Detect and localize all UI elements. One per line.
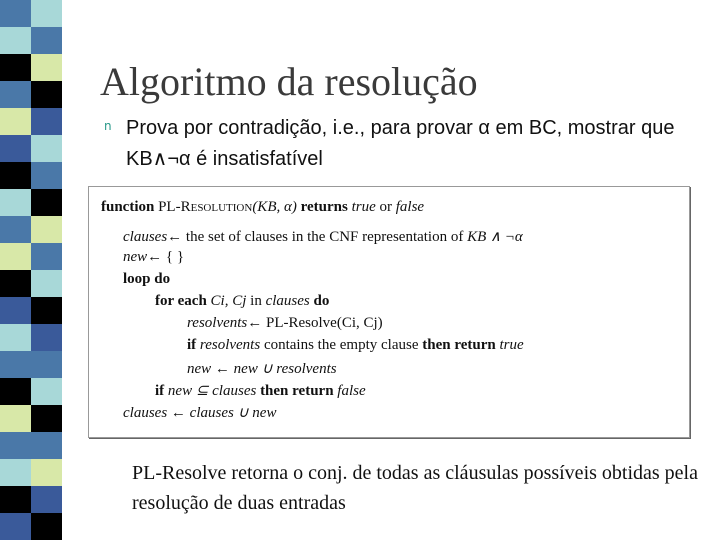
algo-line-7: if resolvents contains the empty clause then return true bbox=[187, 337, 524, 353]
bullet-text: Prova por contradição, i.e., para provar α em BC, mostrar que KB∧¬α é insatisfatível bbox=[126, 117, 675, 170]
stripe-cell bbox=[31, 270, 62, 297]
stripe-cell bbox=[0, 459, 31, 486]
stripe-cell bbox=[31, 81, 62, 108]
stripe-cell bbox=[0, 513, 31, 540]
stripe-cell bbox=[31, 108, 62, 135]
slide-title: Algoritmo da resolução bbox=[100, 59, 478, 104]
stripe-cell bbox=[31, 27, 62, 54]
stripe-cell bbox=[31, 324, 62, 351]
algorithm-box bbox=[88, 186, 690, 438]
stripe-cell bbox=[31, 378, 62, 405]
caption-text: PL-Resolve retorna o conj. de todas as cláusulas possíveis obtidas pela resolução de duas entradas bbox=[132, 462, 698, 514]
stripe-cell bbox=[31, 513, 62, 540]
stripe-cell bbox=[31, 405, 62, 432]
algo-line-4: loop do bbox=[123, 271, 171, 287]
stripe-cell bbox=[0, 432, 31, 459]
stripe-cell bbox=[0, 270, 31, 297]
stripe-cell bbox=[31, 459, 62, 486]
algo-line-8: new ← new ∪ resolvents bbox=[187, 361, 337, 377]
stripe-cell bbox=[31, 189, 62, 216]
stripe-cell bbox=[31, 162, 62, 189]
stripe-cell bbox=[0, 378, 31, 405]
bullet-icon: n bbox=[104, 119, 112, 133]
stripe-cell bbox=[31, 432, 62, 459]
stripe-cell bbox=[0, 0, 31, 27]
algo-line-6: resolvents← PL-Resolve(Ci, Cj) bbox=[187, 315, 383, 331]
stripe-cell bbox=[31, 486, 62, 513]
stripe-cell bbox=[31, 54, 62, 81]
stripe-cell bbox=[31, 135, 62, 162]
stripe-cell bbox=[0, 54, 31, 81]
stripe-cell bbox=[31, 0, 62, 27]
stripe-cell bbox=[0, 162, 31, 189]
stripe-cell bbox=[31, 351, 62, 378]
stripe-cell bbox=[0, 405, 31, 432]
stripe-cell bbox=[0, 243, 31, 270]
algo-line-5: for each Ci, Cj in clauses do bbox=[155, 293, 330, 309]
algo-line-10: clauses ← clauses ∪ new bbox=[123, 405, 277, 421]
algo-line-9: if new ⊆ clauses then return false bbox=[155, 383, 366, 399]
stripe-cell bbox=[31, 297, 62, 324]
stripe-cell bbox=[31, 216, 62, 243]
stripe-cell bbox=[0, 486, 31, 513]
stripe-cell bbox=[0, 135, 31, 162]
algo-line-2: clauses← the set of clauses in the CNF representation of KB ∧ ¬α bbox=[123, 229, 523, 245]
algo-line-3: new← { } bbox=[123, 249, 185, 265]
stripe-cell bbox=[0, 108, 31, 135]
stripe-cell bbox=[0, 81, 31, 108]
stripe-cell bbox=[0, 324, 31, 351]
stripe-cell bbox=[0, 216, 31, 243]
decorative-stripe bbox=[0, 0, 62, 540]
stripe-cell bbox=[31, 243, 62, 270]
stripe-cell bbox=[0, 297, 31, 324]
stripe-cell bbox=[0, 351, 31, 378]
algo-line-1: function PL-Resolution(KB, α) returns true or false bbox=[101, 199, 425, 215]
stripe-cell bbox=[0, 27, 31, 54]
stripe-cell bbox=[0, 189, 31, 216]
